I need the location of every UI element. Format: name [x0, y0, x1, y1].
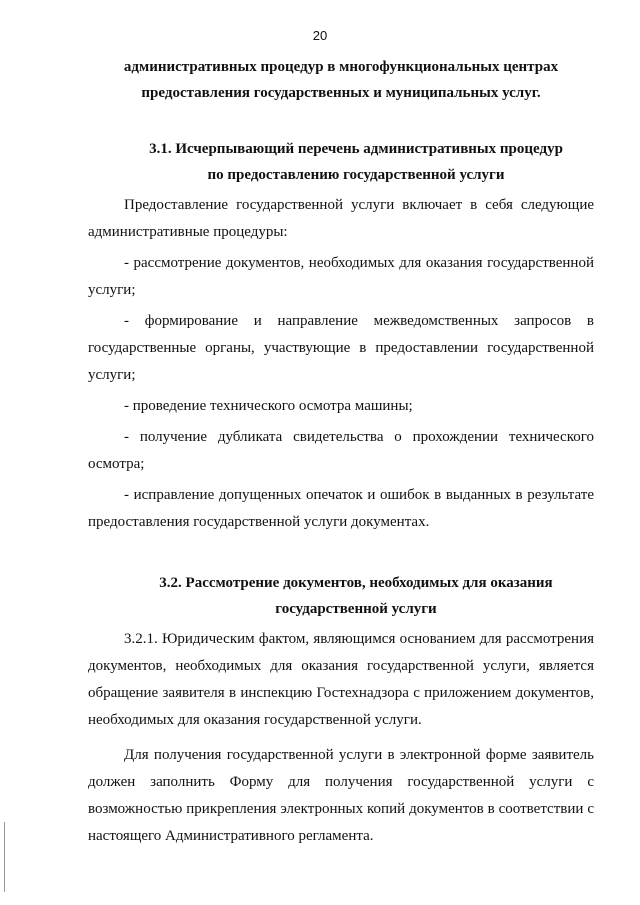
list-item: - исправление допущенных опечаток и ошибок в выданных в результате предоставления государственной услуги документах. — [88, 487, 594, 530]
list-item: - проведение технического осмотра машины; — [124, 398, 413, 414]
header-line-2: предоставления государственных и муниципальных услуг. — [141, 85, 541, 101]
section-3-2-title-line-2: государственной услуги — [275, 601, 437, 617]
section-3-2-heading — [88, 570, 594, 622]
list-item: - получение дубликата свидетельства о прохождении технического осмотра; — [88, 429, 594, 472]
header-line-1: административных процедур в многофункциональных центрах — [123, 59, 559, 75]
section-3-2-title-line-1: 3.2. Рассмотрение документов, необходимых для оказания — [159, 575, 553, 591]
section-3-2-1-paragraph: 3.2.1. Юридическим фактом, являющимся основанием для рассмотрения документов, необходимых для оказания государственной услуги, является обращение заявителя в инспекцию Гостехнадзора с приложением документов, необходимых для оказания государственной услуги. — [88, 631, 594, 728]
section-3-1-title-line-1: 3.1. Исчерпывающий перечень административных процедур — [149, 141, 563, 157]
scan-edge-line — [4, 822, 5, 892]
section-3-1-heading — [88, 136, 594, 188]
page-number: 20 — [312, 28, 328, 43]
list-item: - формирование и направление межведомственных запросов в государственные органы, участвующие в предоставлении государственной услуги; — [88, 313, 594, 383]
document-body — [88, 54, 594, 850]
section-3-1-title-line-2: по предоставлению государственной услуги — [207, 167, 505, 183]
section-3-1-intro: Предоставление государственной услуги включает в себя следующие административные процедуры: — [88, 197, 594, 240]
list-item: - рассмотрение документов, необходимых для оказания государственной услуги; — [88, 255, 594, 298]
electronic-form-paragraph: Для получения государственной услуги в электронной форме заявитель должен заполнить Форму для получения государственной услуги с возможностью прикрепления электронных копий документов в соответствии с настоящего Административного регламента. — [88, 747, 594, 844]
